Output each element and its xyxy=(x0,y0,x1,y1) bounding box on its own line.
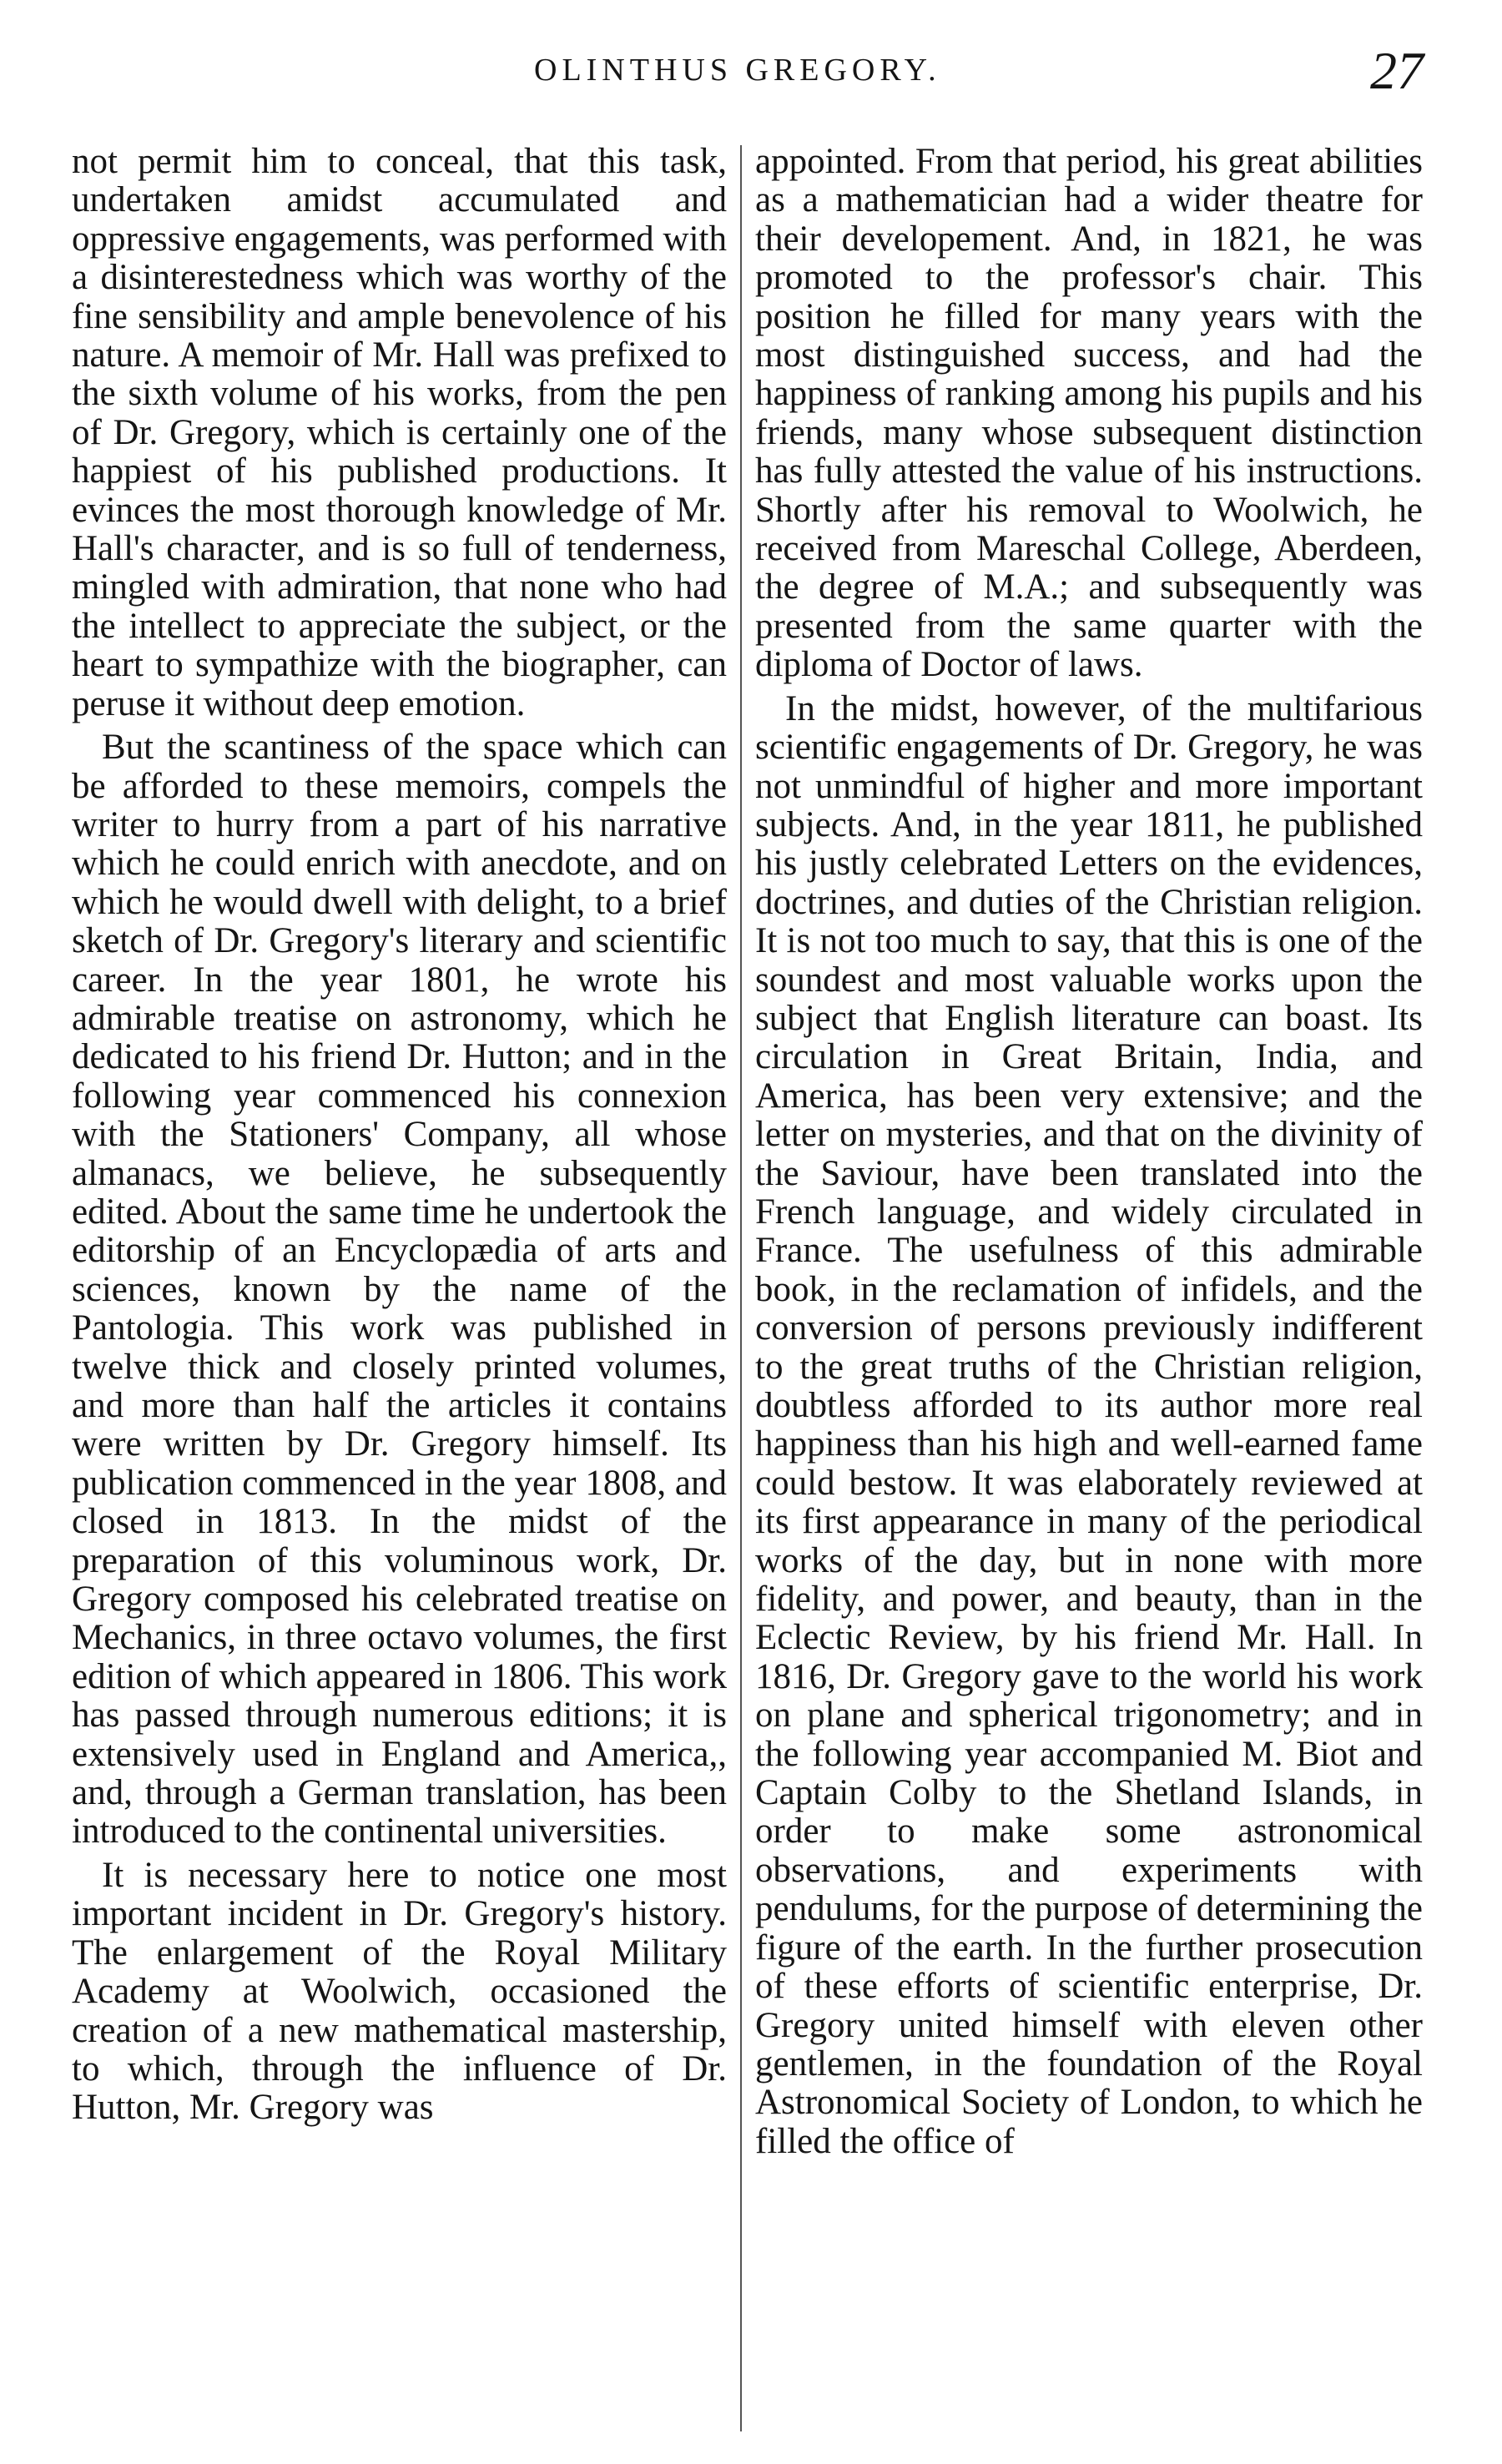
paragraph: But the scantiness of the space which can be afforded to these memoirs, compels the writer to hurry from a part of his narrative which he could enrich with anecdote, and on which he would dwell with delight, to a brief sketch of Dr. Gregory's literary and scientific career. In the year 1801, he wrote his admirable treatise on astronomy, which he dedicated to his friend Dr. Hutton; and in the following year commenced his connexion with the Stationers' Company, all whose almanacs, we believe, he subsequently edited. About the same time he undertook the editorship of an Encyclopædia of arts and sciences, known by the name of the Pantologia. This work was published in twelve thick and closely printed volumes, and more than half the articles it contains were written by Dr. Gregory himself. Its publication commenced in the year 1808, and closed in 1813. In the midst of the preparation of this voluminous work, Dr. Gregory composed his celebrated treatise on Mechanics, in three octavo volumes, the first edition of which appeared in 1806. This work has passed through numerous editions; it is extensively used in England and America,, and, through a German translation, has been introduced to the continental universities. xyxy=(72,728,727,1852)
paragraph: It is necessary here to notice one most important incident in Dr. Gregory's history. The enlargement of the Royal Military Academy at Woolwich, occasioned the creation of a new mathematical mastership, to which, through the influence of Dr. Hutton, Mr. Gregory was xyxy=(72,1855,727,2128)
paragraph: appointed. From that period, his great abilities as a mathematician had a wider theatre for their developement. And, in 1821, he was promoted to the professor's chair. This position he filled for many years with the most distinguished success, and had the happiness of ranking among his pupils and his friends, many whose subsequent distinction has fully attested the value of his instructions. Shortly after his removal to Woolwich, he received from Mareschal College, Aberdeen, the degree of M.A.; and subsequently was presented from the same quarter with the diploma of Doctor of laws. xyxy=(755,143,1423,685)
paragraph: In the midst, however, of the multifarious scientific engagements of Dr. Gregory, he was not unmindful of higher and more important subjects. And, in the year 1811, he published his justly celebrated Letters on the evidences, doctrines, and duties of the Christian religion. It is not too much to say, that this is one of the soundest and most valuable works upon the subject that English literature can boast. Its circulation in Great Britain, India, and America, has been very extensive; and the letter on mysteries, and that on the divinity of the Saviour, have been translated into the French language, and widely circulated in France. The usefulness of this admirable book, in the reclamation of infidels, and the conversion of persons previously indifferent to the great truths of the Christian religion, doubtless afforded to its author more real happiness than his high and well-earned fame could bestow. It was elaborately reviewed at its first appearance in many of the periodical works of the day, but in none with more fidelity, and power, and beauty, than in the Eclectic Review, by his friend Mr. Hall. In 1816, Dr. Gregory gave to the world his work on plane and spherical trigonometry; and in the following year accompanied M. Biot and Captain Colby to the Shetland Islands, in order to make some astronomical observations, and experiments with pendulums, for the purpose of determining the figure of the earth. In the further prosecution of these efforts of scientific enterprise, Dr. Gregory united himself with eleven other gentlemen, in the foundation of the Royal Astronomical Society of London, to which he filled the office of xyxy=(755,688,1423,2161)
column-divider xyxy=(740,145,742,2431)
page-number: 27 xyxy=(1370,41,1424,100)
running-title: OLINTHUS GREGORY. xyxy=(534,53,941,88)
right-column xyxy=(755,143,1423,2429)
left-column xyxy=(72,143,727,2429)
paragraph: not permit him to conceal, that this task, undertaken amidst accumulated and oppressive engagements, was performed with a disinterestedness which was worthy of the fine sensibility and ample benevolence of his nature. A memoir of Mr. Hall was prefixed to the sixth volume of his works, from the pen of Dr. Gregory, which is certainly one of the happiest of his published productions. It evinces the most thorough knowledge of Mr. Hall's character, and is so full of tenderness, mingled with admiration, that none who had the intellect to appreciate the subject, or the heart to sympathize with the biographer, can peruse it without deep emotion. xyxy=(72,143,727,723)
